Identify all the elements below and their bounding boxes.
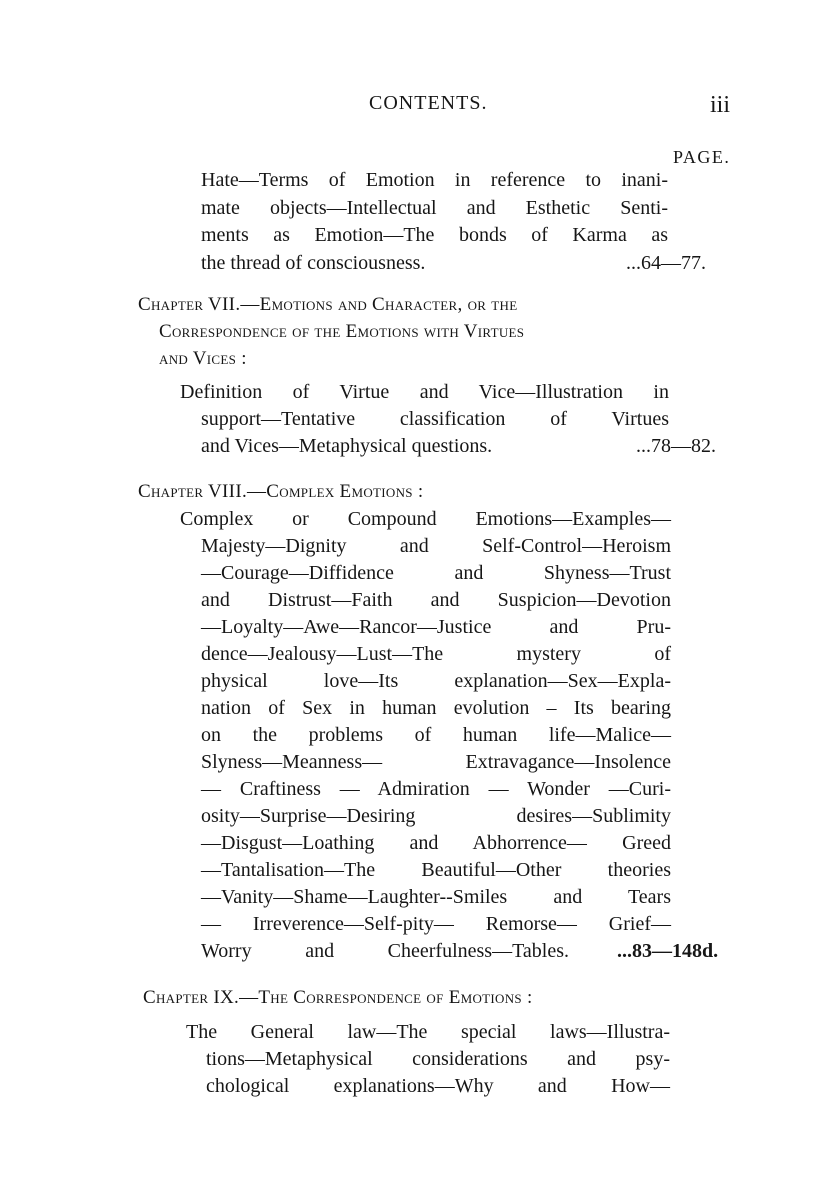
entry-line: The General law—The special laws—Illustra- [186, 1021, 670, 1043]
chapter-heading: Chapter VIII.—Complex Emotions : [138, 481, 424, 502]
entry-line: and Distrust—Faith and Suspicion—Devotion [201, 589, 671, 611]
entry-line: nation of Sex in human evolution – Its bearing [201, 697, 671, 719]
entry-line: —Vanity—Shame—Laughter--Smiles and Tears [201, 886, 671, 908]
entry-line: Majesty—Dignity and Self-Control—Heroism [201, 535, 671, 557]
entry-line: —Tantalisation—The Beautiful—Other theories [201, 859, 671, 881]
running-header-title: CONTENTS. [369, 92, 488, 114]
entry-line: ments as Emotion—The bonds of Karma as [201, 224, 668, 246]
entry-line: Definition of Virtue and Vice—Illustration in [180, 381, 669, 403]
entry-line: mate objects—Intellectual and Esthetic Senti- [201, 197, 668, 219]
entry-line: Worry and Cheerfulness—Tables. [201, 940, 569, 962]
entry-line: the thread of consciousness. [201, 252, 426, 274]
chapter-heading: Chapter IX.—The Correspondence of Emotions : [143, 987, 533, 1008]
entry-line: —Disgust—Loathing and Abhorrence— Greed [201, 832, 671, 854]
entry-line: on the problems of human life—Malice— [201, 724, 671, 746]
entry-page-range: ...83—148d. [617, 940, 719, 962]
chapter-heading: Chapter VII.—Emotions and Character, or the [138, 294, 518, 315]
entry-line: —Loyalty—Awe—Rancor—Justice and Pru- [201, 616, 671, 638]
entry-line: osity—Surprise—Desiring desires—Sublimity [201, 805, 671, 827]
entry-line: physical love—Its explanation—Sex—Expla- [201, 670, 671, 692]
chapter-heading: and Vices : [159, 348, 247, 369]
entry-line: Complex or Compound Emotions—Examples— [180, 508, 671, 530]
entry-line: — Craftiness — Admiration — Wonder —Curi- [201, 778, 671, 800]
chapter-heading: Correspondence of the Emotions with Virtues [159, 321, 525, 342]
entry-page-range: ...78—82. [636, 435, 716, 457]
page-column-label: PAGE. [673, 147, 731, 167]
entry-line: chological explanations—Why and How— [206, 1075, 670, 1097]
entry-line: and Vices—Metaphysical questions. [201, 435, 493, 457]
entry-line: support—Tentative classification of Virtues [201, 408, 669, 430]
entry-line: — Irreverence—Self-pity— Remorse— Grief— [201, 913, 671, 935]
entry-line: tions—Metaphysical considerations and psy- [206, 1048, 670, 1070]
entry-line: dence—Jealousy—Lust—The mystery of [201, 643, 671, 665]
entry-line: —Courage—Diffidence and Shyness—Trust [201, 562, 671, 584]
entry-page-range: ...64—77. [626, 252, 706, 274]
entry-line: Hate—Terms of Emotion in reference to inani- [201, 169, 668, 191]
page-number: iii [710, 92, 731, 118]
entry-line: Slyness—Meanness— Extravagance—Insolence [201, 751, 671, 773]
